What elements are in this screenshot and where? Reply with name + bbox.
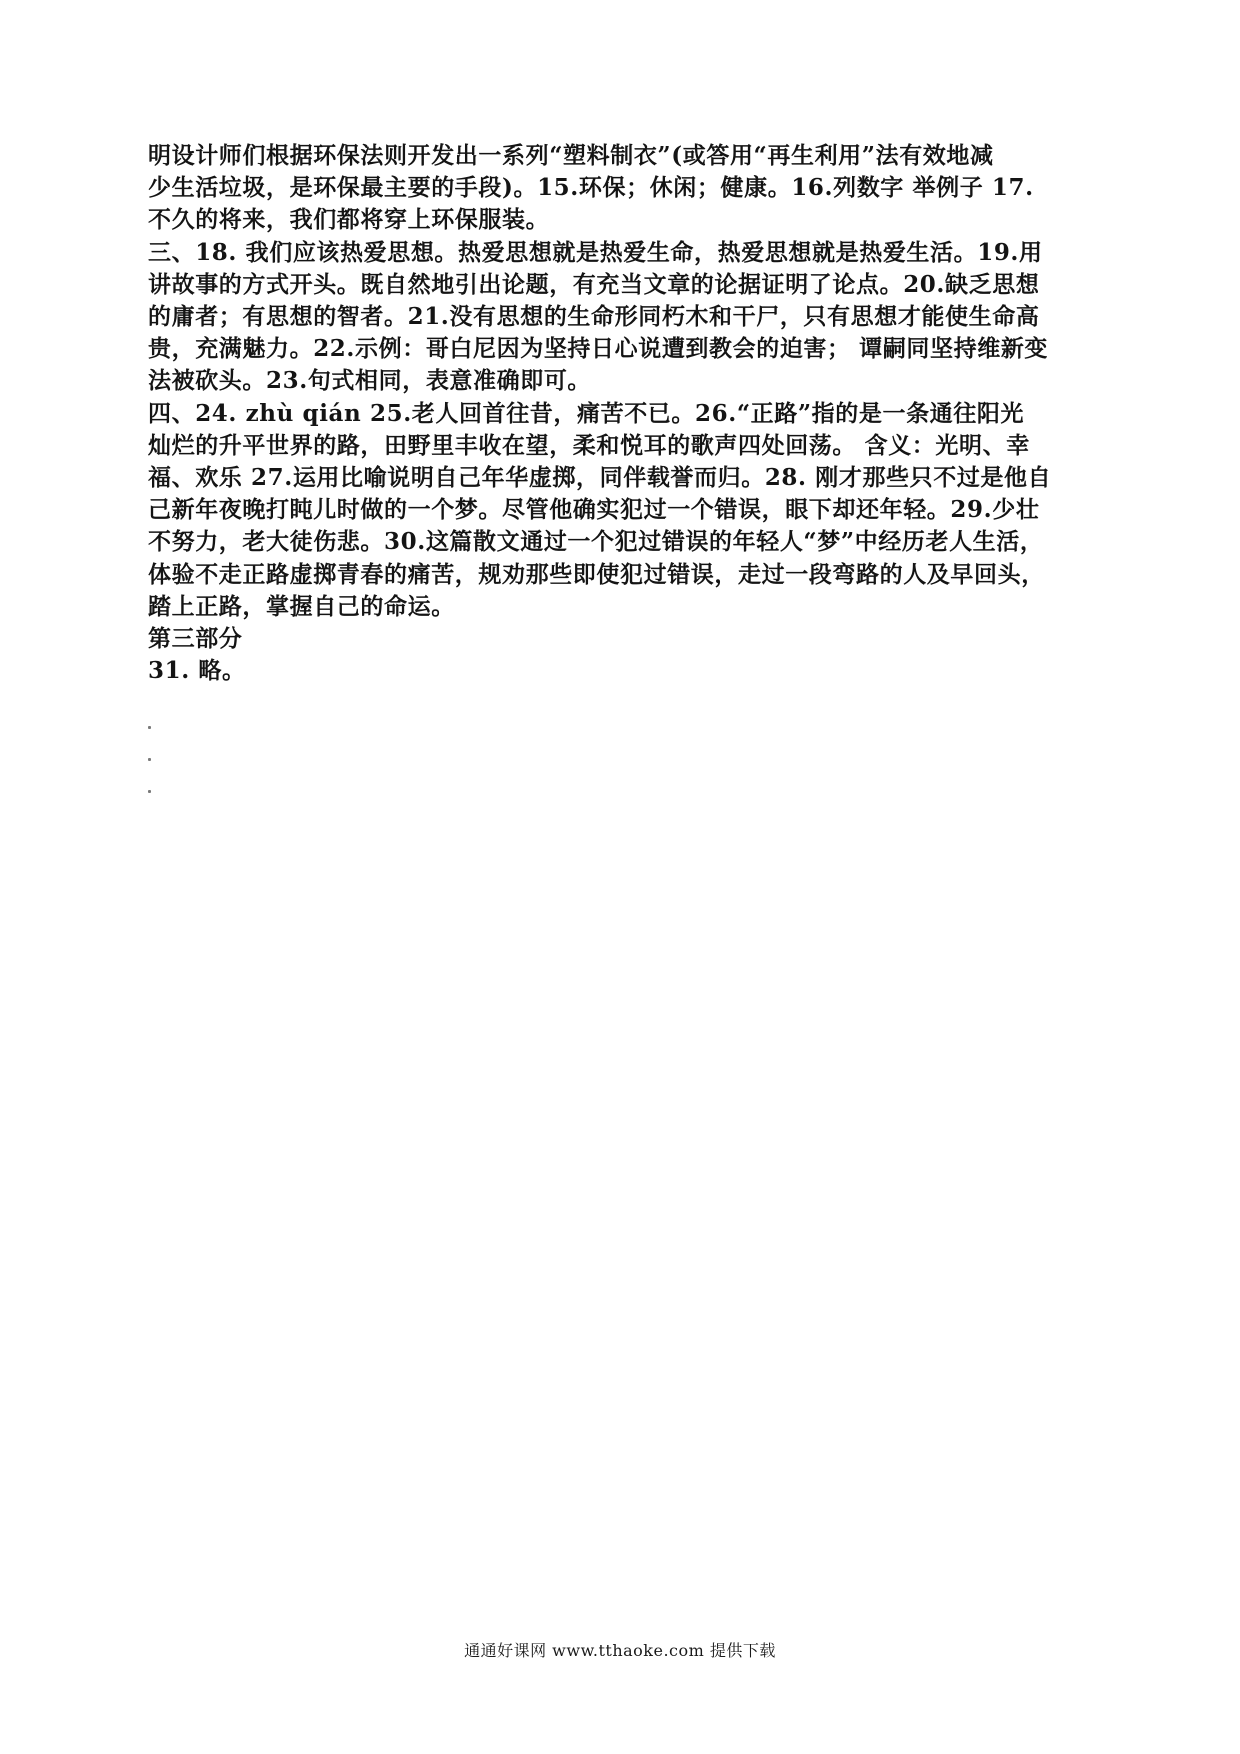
scan-dot-mark xyxy=(148,758,151,761)
answer-line: 明设计师们根据环保法则开发出一系列“塑料制衣”(或答用“再生利用”法有效地减 xyxy=(148,142,994,169)
scan-dot-mark xyxy=(148,726,151,729)
answer-line: 不努力，老大徒伤悲。30.这篇散文通过一个犯过错误的年轻人“梦”中经历老人生活， xyxy=(148,528,1044,556)
scan-dot-mark xyxy=(148,790,151,793)
answer-line: 己新年夜晚打盹儿时做的一个梦。尽管他确实犯过一个错误，眼下却还年轻。29.少壮 xyxy=(148,496,1040,524)
answer-line: 体验不走正路虚掷青春的痛苦，规劝那些即使犯过错误，走过一段弯路的人及早回头， xyxy=(148,560,1045,588)
answer-line: 贵，充满魅力。22.示例：哥白尼因为坚持日心说遭到教会的迫害； 谭嗣同坚持维新变 xyxy=(148,335,1049,363)
part-three-heading: 第三部分 xyxy=(148,625,243,653)
answer-line: 不久的将来，我们都将穿上环保服装。 xyxy=(148,206,550,234)
answer-line: 福、欢乐 27.运用比喻说明自己年华虚掷，同伴载誉而归。28. 刚才那些只不过是他自 xyxy=(148,464,1052,492)
page-footer: 通通好课网 www.tthaoke.com 提供下载 xyxy=(464,1641,776,1660)
answer-line: 法被砍头。23.句式相同，表意准确即可。 xyxy=(148,367,592,395)
answer-line: 31. 略。 xyxy=(148,657,246,685)
answer-line: 的庸者；有思想的智者。21.没有思想的生命形同朽木和干尸，只有思想才能使生命高 xyxy=(148,303,1040,331)
section-four-line: 四、24. zhù qián 25.老人回首往昔，痛苦不已。26.“正路”指的是一条通往阳光 xyxy=(148,399,1025,427)
section-three-line: 三、18. 我们应该热爱思想。热爱思想就是热爱生命，热爱思想就是热爱生活。19.用 xyxy=(148,238,1043,266)
answer-line: 少生活垃圾，是环保最主要的手段)。15.环保；休闲；健康。16.列数字 举例子 17. xyxy=(148,174,1034,202)
answer-text-block xyxy=(148,140,1098,687)
answer-line: 踏上正路，掌握自己的命运。 xyxy=(148,592,455,620)
answer-line: 灿烂的升平世界的路，田野里丰收在望，柔和悦耳的歌声四处回荡。 含义：光明、幸 xyxy=(148,431,1030,459)
answer-line: 讲故事的方式开头。既自然地引出论题，有充当文章的论据证明了论点。20.缺乏思想 xyxy=(148,270,1040,298)
